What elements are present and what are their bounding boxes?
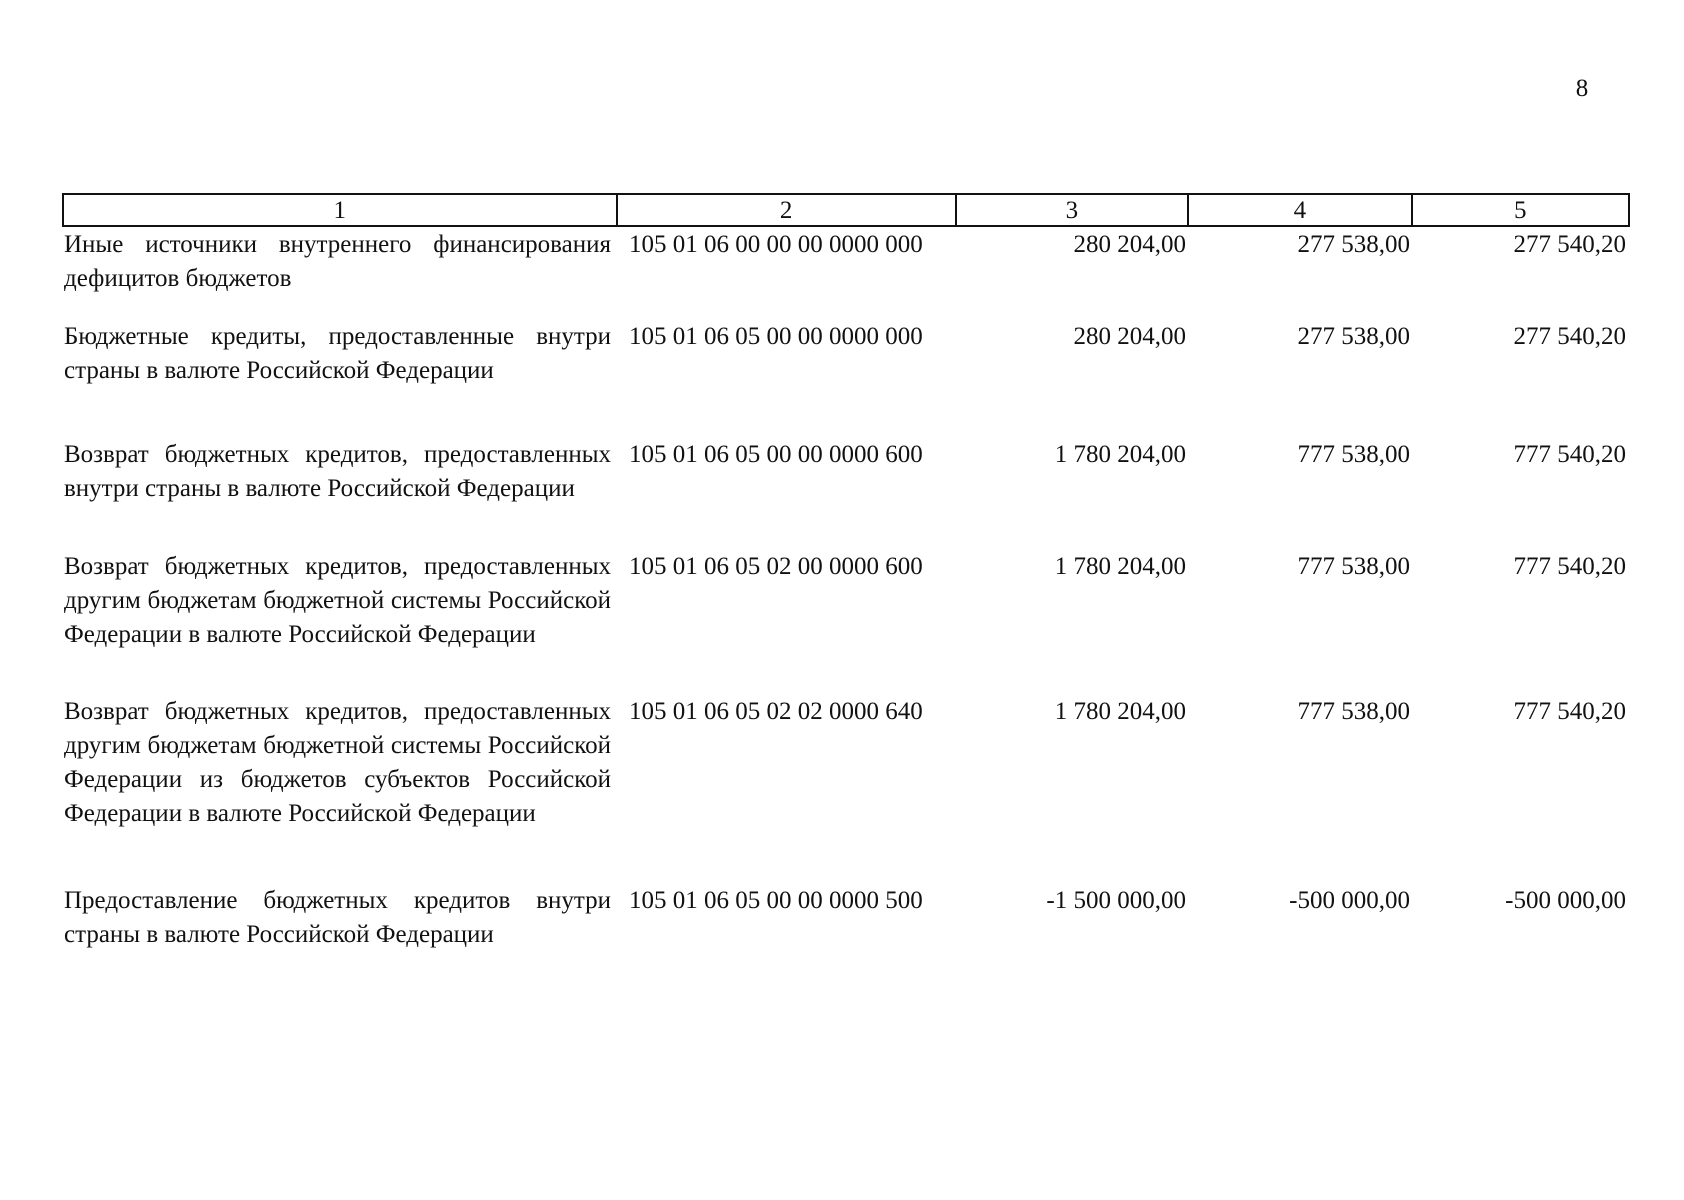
page-number: 8 bbox=[1575, 75, 1589, 102]
row-value-5: 277 540,20 bbox=[1513, 231, 1626, 258]
row-value-4: 777 538,00 bbox=[1297, 441, 1410, 468]
column-header-2: 2 bbox=[618, 195, 957, 225]
row-code: 105 01 06 05 00 00 0000 500 bbox=[629, 887, 923, 914]
row-code: 105 01 06 05 02 02 0000 640 bbox=[629, 698, 923, 725]
row-value-4: -500 000,00 bbox=[1289, 887, 1410, 914]
row-name: Возврат бюджетных кредитов, предоставленных другим бюджетам бюджетной системы Российской Федерации из бюджетов субъектов Российской Федерации в валюте Российской Федерации bbox=[64, 698, 611, 827]
column-header-1: 1 bbox=[64, 195, 618, 225]
table-header-row bbox=[62, 193, 1630, 227]
row-value-5: 777 540,20 bbox=[1513, 441, 1626, 468]
column-header-4: 4 bbox=[1189, 195, 1412, 225]
row-name: Бюджетные кредиты, предоставленные внутри страны в валюте Российской Федерации bbox=[64, 323, 611, 384]
row-value-5: 277 540,20 bbox=[1513, 323, 1626, 350]
table-row bbox=[62, 438, 1630, 550]
row-value-5: -500 000,00 bbox=[1505, 887, 1626, 914]
column-header-5: 5 bbox=[1514, 197, 1527, 224]
row-code: 105 01 06 00 00 00 0000 000 bbox=[629, 231, 923, 258]
row-value-4: 777 538,00 bbox=[1297, 698, 1410, 725]
table-row bbox=[62, 320, 1630, 438]
row-name: Предоставление бюджетных кредитов внутри страны в валюте Российской Федерации bbox=[64, 887, 611, 948]
row-value-3: -1 500 000,00 bbox=[1046, 887, 1186, 914]
row-name: Возврат бюджетных кредитов, предоставленных внутри страны в валюте Российской Федерации bbox=[64, 441, 611, 502]
row-value-5: 777 540,20 bbox=[1513, 553, 1626, 580]
row-name: Иные источники внутреннего финансирования дефицитов бюджетов bbox=[64, 231, 611, 292]
table-row bbox=[62, 884, 1630, 964]
row-value-3: 280 204,00 bbox=[1073, 231, 1186, 258]
column-header-3: 3 bbox=[957, 195, 1189, 225]
row-name: Возврат бюджетных кредитов, предоставленных другим бюджетам бюджетной системы Российской Федерации в валюте Российской Федерации bbox=[64, 553, 611, 648]
row-value-4: 277 538,00 bbox=[1297, 323, 1410, 350]
row-code: 105 01 06 05 02 00 0000 600 bbox=[629, 553, 923, 580]
row-code: 105 01 06 05 00 00 0000 600 bbox=[629, 441, 923, 468]
table-row bbox=[62, 695, 1630, 884]
row-value-4: 277 538,00 bbox=[1297, 231, 1410, 258]
table-row bbox=[62, 550, 1630, 695]
row-value-4: 777 538,00 bbox=[1297, 553, 1410, 580]
row-value-3: 1 780 204,00 bbox=[1054, 553, 1186, 580]
table-row bbox=[62, 228, 1630, 320]
row-value-3: 280 204,00 bbox=[1073, 323, 1186, 350]
row-value-5: 777 540,20 bbox=[1513, 698, 1626, 725]
row-value-3: 1 780 204,00 bbox=[1054, 441, 1186, 468]
budget-table bbox=[62, 193, 1630, 964]
row-value-3: 1 780 204,00 bbox=[1054, 698, 1186, 725]
row-code: 105 01 06 05 00 00 0000 000 bbox=[629, 323, 923, 350]
